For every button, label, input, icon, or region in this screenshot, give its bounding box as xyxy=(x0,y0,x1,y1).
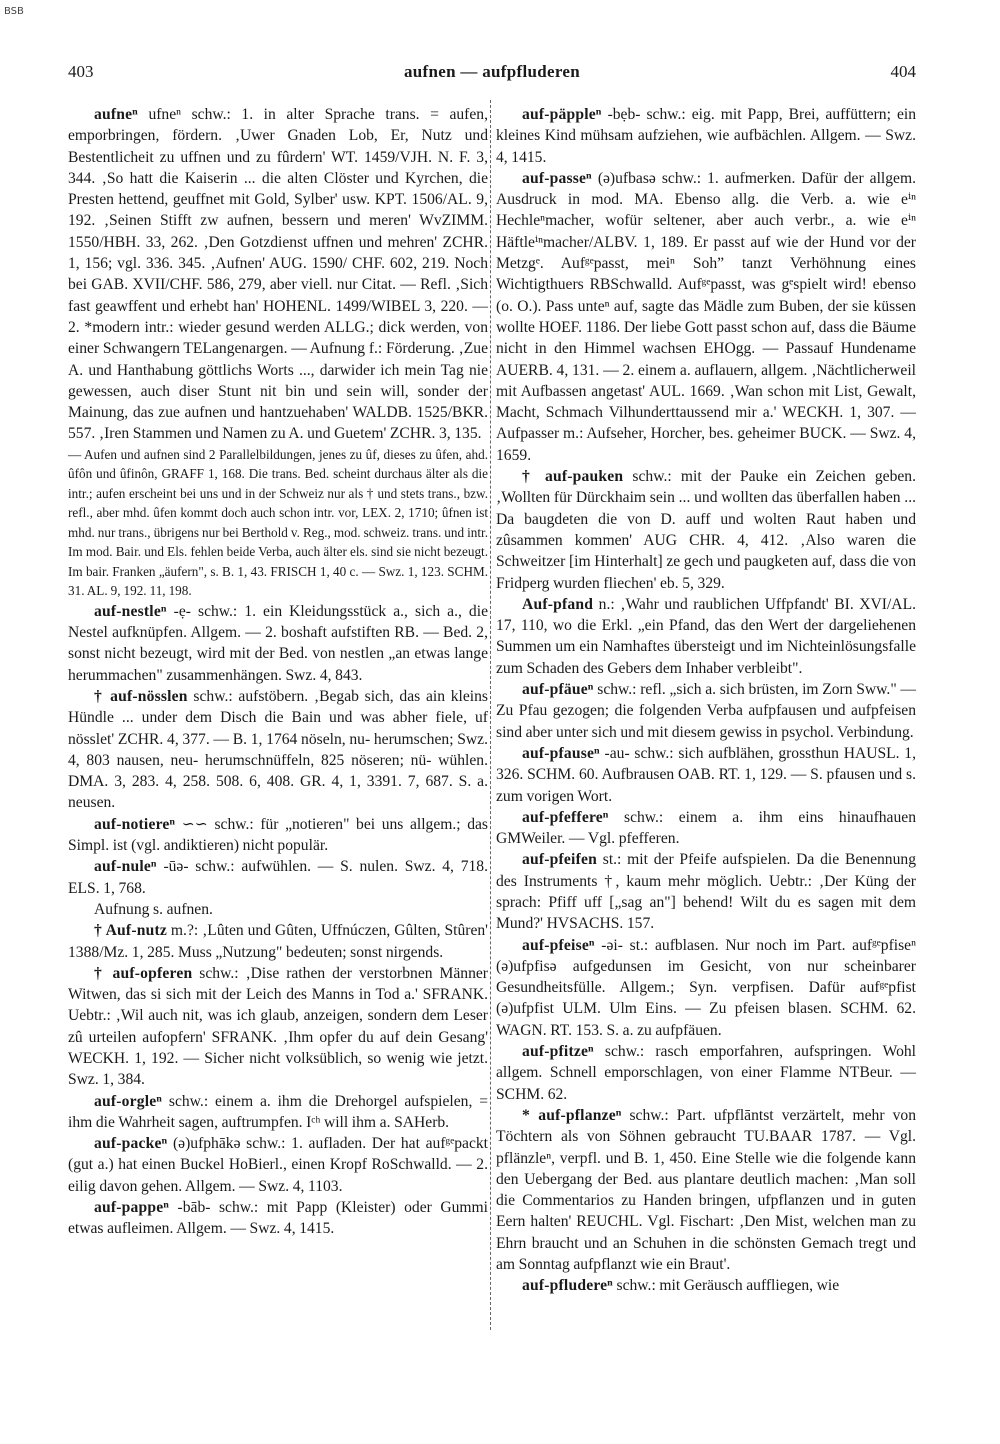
dictionary-entry xyxy=(496,935,916,1041)
page-header xyxy=(68,62,916,92)
right-column xyxy=(496,104,916,1297)
dictionary-entry xyxy=(496,104,916,168)
dictionary-entry xyxy=(496,466,916,594)
entry-headword: auf-notiereⁿ xyxy=(94,815,176,833)
entry-text: (ə)ufphākə schw.: 1. aufladen. Der hat aufᵍᵉpackt (gut a.) hat einen Buckel HoBierl., einen Kropf RoSchwalld. — 2. eilig davon gehen. Allgem. — Swz. 4, 1103. xyxy=(68,1135,488,1195)
entry-text: -au- schw.: sich aufblähen, grossthun HAUSL. 1, 326. SCHM. 60. Aufbrausen OAB. RT. 1, 129. — S. pfausen und s. zum vorigen Wort. xyxy=(496,744,916,805)
entry-text: -ūə- schw.: aufwühlen. — S. nulen. Swz. 4, 718. ELS. 1, 768. xyxy=(68,858,488,897)
entry-text: st.: mit der Pfeife aufspielen. Da die Benennung des Instruments †, kaum mehr möglich. Uebtr.: ‚Der Küng der sprach: Pfiff uff [„sag an"] behend! Wilt du es sagen mit dem Mund?' HVSACHS. 157. xyxy=(496,851,916,933)
entry-headword: aufneⁿ xyxy=(94,106,138,123)
dictionary-entry xyxy=(496,849,916,934)
entry-text: -ẹ- schw.: 1. ein Kleidungsstück a., sich a., die Nestel aufknüpfen. Allgem. — 2. boshaft aufstiften RB. — Bed. 2, sonst nicht bezeugt, wird mit der Bed. von nestlen „an etwas lange herummachen" zusammenhängen. Swz. 4, 843. xyxy=(68,602,488,684)
entry-text: (ə)ufbasə schw.: 1. aufmerken. Dafür der allgem. Ausdruck in mod. MA. Ebenso allg. die Verb. a. wie eⁱⁿ Hechleⁿmacher, wofür seltener, aber auch verbr., a. wie eⁱⁿ Häftleⁱⁿmacher/ALBV. 1, 189. Er passt auf wie der Hund vor der Metzgᵉ. Aufᵍᵉpasst, meiⁿ Soh” tanzt Verhöhnung eines Wichtigthuers RBSchwalld. Aufᵍᵉpasst, was gᵉspielt wird! ebenso (o. O.). Pass unteⁿ auf, sagte das Mädle zum Buben, der sie küssen wollte HOEF. 1186. Der liebe Gott passt schon auf, dass die Bäume nicht in den Himmel wachsen EHOgg. — Passauf Hundename AUERB. 4, 131. — 2. einem a. auflauern, allgem. ‚Nächtlicherweil mit Aufbassen angetast' AUL. 1669. ‚Wan schon mit List, Gewalt, Macht, Schmach Vilhunderttaussend mir a.' WECKH. 1, 307. — Aufpasser m.: Aufseher, Horcher, bes. geheimer BUCK. — Swz. 4, 1659. xyxy=(496,169,916,464)
entry-text: schw.: aufstöbern. ‚Begab sich, das ain kleins Hündle ... under dem Disch die Bain und was abher fiele, uf nösslet' ZCHR. 4, 377. — B. 1, 1764 nöseln, nu- herumschen; Swz. 4, 803 nausen, neu- herumschnüffeln, 825 nöseren; nü- wühlen. DMA. 3, 283. 4, 258. 508. 6, 408. GR. 4, 1, 3391. 7, 687. S. a. neusen. xyxy=(68,687,488,812)
dictionary-entry xyxy=(68,899,488,920)
entry-headword: auf-pfeiseⁿ xyxy=(522,936,595,954)
entry-headword: * auf-pflanzeⁿ xyxy=(522,1106,622,1124)
entry-text: n.: ‚Wahr und raublichen Uffpfandt' BI. XVI/AL. 17, 110, wo die Erkl. „ein Pfand, das den Wert der dargeliehenen Summen um ein Namhaftes übersteigt und im Nichteinlösungsfalle zum Schaden des Gebers dem Inhaber verbleibt". xyxy=(496,595,916,677)
entry-headword: auf-pfauseⁿ xyxy=(522,744,600,762)
entry-headword: auf-passeⁿ xyxy=(522,169,592,187)
entry-headword: † Auf-nutz xyxy=(94,922,167,940)
dictionary-entry xyxy=(68,920,488,963)
dictionary-entry xyxy=(496,1275,916,1296)
dictionary-entry xyxy=(68,1133,488,1197)
running-head: aufnen — aufpfluderen xyxy=(403,62,581,81)
entry-text: ∽∽ schw.: für „notieren" bei uns allgem.; das Simpl. ist (vgl. andiktieren) nicht populär. xyxy=(68,815,488,855)
entry-headword: auf-nestleⁿ xyxy=(94,602,167,620)
entry-headword: auf-packeⁿ xyxy=(94,1135,168,1153)
entry-headword: † auf-opferen xyxy=(94,964,193,982)
dictionary-entry xyxy=(496,594,916,679)
entry-text: schw.: refl. „sich a. sich brüsten, im Zorn Sww." — Zu Pfau gezogen; die folgenden Verba aufpfausen und aufpfeisen sind aber unter sich und mit diesem gewiss in psychol. Verbindung. xyxy=(496,681,916,741)
entry-headword: auf-pfludereⁿ xyxy=(522,1277,613,1295)
library-stamp: BSB xyxy=(4,6,24,17)
entry-headword: auf-pfäueⁿ xyxy=(522,681,594,699)
entry-headword: Auf-pfand xyxy=(522,595,594,613)
dictionary-entry xyxy=(496,679,916,743)
entry-text: schw.: rasch emporfahren, aufspringen. Wohl allgem. Schnell emporschlagen, von einer Flamme NTBeur. — SCHM. 62. xyxy=(496,1043,916,1103)
entry-headword: † auf-pauken xyxy=(522,468,624,486)
entry-text: schw.: Part. ufpflāntst verzärtelt, mehr von Töchtern als von Söhnen gebraucht TU.BAAR 1787. — Vgl. pflänzleⁿ, verpfl. und B. 1, 450. Eine Stelle wie die folgende kann den Uebergang der Bed. aus plantare deutlich machen: ‚Man soll die Commentarios zu Handen bringen, ufpflanzen und in guten Eern halten' REUCHL. Vgl. Fischart: ‚Den Mist, welchen man zu Ehrn braucht und an Schuhen in die schönsten Gemach tregt und am Sonntag aufpflanzt wie ein Braut'. xyxy=(496,1106,916,1274)
dictionary-entry xyxy=(68,686,488,814)
entry-text: m.?: ‚Lûten und Gûten, Uffnúczen, Gûlten, Stûren' 1388/Mz. 1, 285. Muss „Nutzung" bedeuten; sonst nirgends. xyxy=(68,922,488,961)
entry-headword: auf-nuleⁿ xyxy=(94,858,157,876)
dictionary-entry xyxy=(68,104,488,445)
entry-text: schw.: einem a. ihm die Drehorgel aufspielen, = ihm die Wahrheit sagen, auftrumpfen. Iᶜʰ will ihm a. SAHerb. xyxy=(68,1092,488,1131)
entry-headword: auf-orgleⁿ xyxy=(94,1092,163,1110)
entry-headword: auf-pappeⁿ xyxy=(94,1199,170,1217)
dictionary-entry xyxy=(68,601,488,686)
dictionary-entry xyxy=(68,1091,488,1134)
entry-headword: auf-päppleⁿ xyxy=(522,106,602,123)
dictionary-entry xyxy=(496,1041,916,1105)
dictionary-entry xyxy=(496,168,916,466)
entry-text: — Aufen und aufnen sind 2 Parallelbildungen, jenes zu ûf, dieses zu ûfen, ahd. ûfôn und ûfinôn, GRAFF 1, 168. Die trans. Bed. scheint durchaus älter als die intr.; aufen erscheint bei uns und in der Schweiz nur als † und stets trans., bzw. refl., aber mhd. ûfen kommt doch auch schon intr. vor, LEX. 2, 1710; ûfnen ist mhd. nur trans., übrigens nur bei Berthold v. Reg., mod. schweiz. trans. und intr. Im mod. Bair. und Els. fehlen beide Verba, auch älter els. sind sie nicht bezeugt. Im bair. Franken „äufern", s. B. 1, 43. FRISCH 1, 40 c. — Swz. 1, 123. SCHM. 31. AL. 9, 192. 11, 198. xyxy=(68,446,488,599)
dictionary-entry xyxy=(68,856,488,899)
page-number-left: 403 xyxy=(68,62,94,81)
entry-headword: auf-pfeifen xyxy=(522,851,597,869)
entry-headword: † auf-nösslen xyxy=(94,687,188,705)
entry-text: schw.: ‚Dise rathen der verstorbnen Männer Witwen, das si sich mit der Leich des Manns in Tod a.' SFRANK. Uebtr.: ‚Wil auch nit, was ich glaub, anzeigen, sondern dem Leser zû urteilen aufopfern' SFRANK. ‚Ihm opfer du auf dein Gesang' WECKH. 1, 192. — Sicher nicht volksüblich, so wenig wie jetzt. Swz. 1, 384. xyxy=(68,964,488,1089)
dictionary-entry xyxy=(68,814,488,857)
column-divider xyxy=(490,100,491,1330)
entry-text: schw.: einem a. ihm eins hinaufhauen GMWeiler. — Vgl. pfefferen. xyxy=(496,808,916,848)
dictionary-entry xyxy=(496,1105,916,1275)
entry-text: -bẹb- schw.: eig. mit Papp, Brei, auffüttern; ein kleines Kind mühsam aufziehen, wie aufbächlen. Allgem. — Swz. 4, 1415. xyxy=(496,106,916,166)
dictionary-entry xyxy=(68,1197,488,1240)
dictionary-entry xyxy=(68,445,488,601)
left-column xyxy=(68,104,488,1240)
dictionary-entry xyxy=(496,807,916,850)
entry-text: schw.: mit der Pauke ein Zeichen geben. ‚Wollten für Dürckhaim sein ... und wollten das überfallen haben ... Da baugdeten die von D. auff und wolten Raut haben und zûsammen kommen' AUG CHR. 4, 412. ‚Also waren die Schweitzer [im Hinterhalt] ze gech und paugketen auf, dass die von Fridperg wurden fliechen' eb. 5, 329. xyxy=(496,468,916,592)
dictionary-entry xyxy=(68,963,488,1091)
dictionary-entry xyxy=(496,743,916,807)
entry-text: schw.: mit Geräusch auffliegen, wie xyxy=(612,1277,840,1295)
entry-text: ufneⁿ schw.: 1. in alter Sprache trans. = aufen, emporbringen, fördern. ‚Uwer Gnaden Lob, Er, Nutz und Bestentlicheit zu uffnen und zu fûrdern' WT. 1459/VJH. N. F. 3, 344. ‚So hatt die Kaiserin ... die alten Clöster und Kyrchen, die Presten hettend, geuffnet mit Gold, Sylber' usw. KPT. 1506/AL. 9, 192. ‚Seinen Stifft zw aufnen, bessern und meren' WvZIMM. 1550/HBH. 33, 262. ‚Den Gotzdienst uffnen und mehren' ZCHR. 1, 156; vgl. 336. 345. ‚Aufnen' AUG. 1590/ CHF. 602, 219. Noch bei GAB. XVII/CHF. 586, 279, aber viell. nur Citat. — Refl. ‚Sich fast geawffent und erhebt han' HOHENL. 1499/WIBEL 3, 220. — 2. *modern intr.: wieder gesund werden ALLG.; dick werden, von einer Schwangern TELangenargen. — Aufnung f.: Förderung. ‚Zue A. und Hanthabung göttlichs Worts ..., darwider ich mein Tag nie gewessen, auch diser Stunt nit bin und sein will, sonder der Mainung, das zue aufnen und hantzuehaben' WALDB. 1525/BKR. 557. ‚Iren Stammen und Namen zu A. und Guetem' ZCHR. 3, 135. xyxy=(68,106,488,443)
entry-headword: auf-pfitzeⁿ xyxy=(522,1043,594,1061)
entry-headword: auf-pfeffereⁿ xyxy=(522,808,609,826)
entry-text: -bāb- schw.: mit Papp (Kleister) oder Gummi etwas aufleimen. Allgem. — Swz. 4, 1415. xyxy=(68,1199,488,1238)
page-number-right: 404 xyxy=(890,62,916,81)
entry-text: -əi- st.: aufblasen. Nur noch im Part. aufᵍᵉpfiseⁿ (ə)ufpfisə aufgedunsen im Gesicht, von nur scheinbarer Gesundheitsfülle. Allgem.; Syn. verpfisen. Dafür aufᵍᵉpfist (ə)ufpfist ULM. Ulm Eins. — Zu pfeisen blasen. SCHM. 62. WAGN. RT. 153. S. a. zu aufpfäuen. xyxy=(496,936,916,1039)
entry-text: Aufnung s. aufnen. xyxy=(94,900,213,918)
